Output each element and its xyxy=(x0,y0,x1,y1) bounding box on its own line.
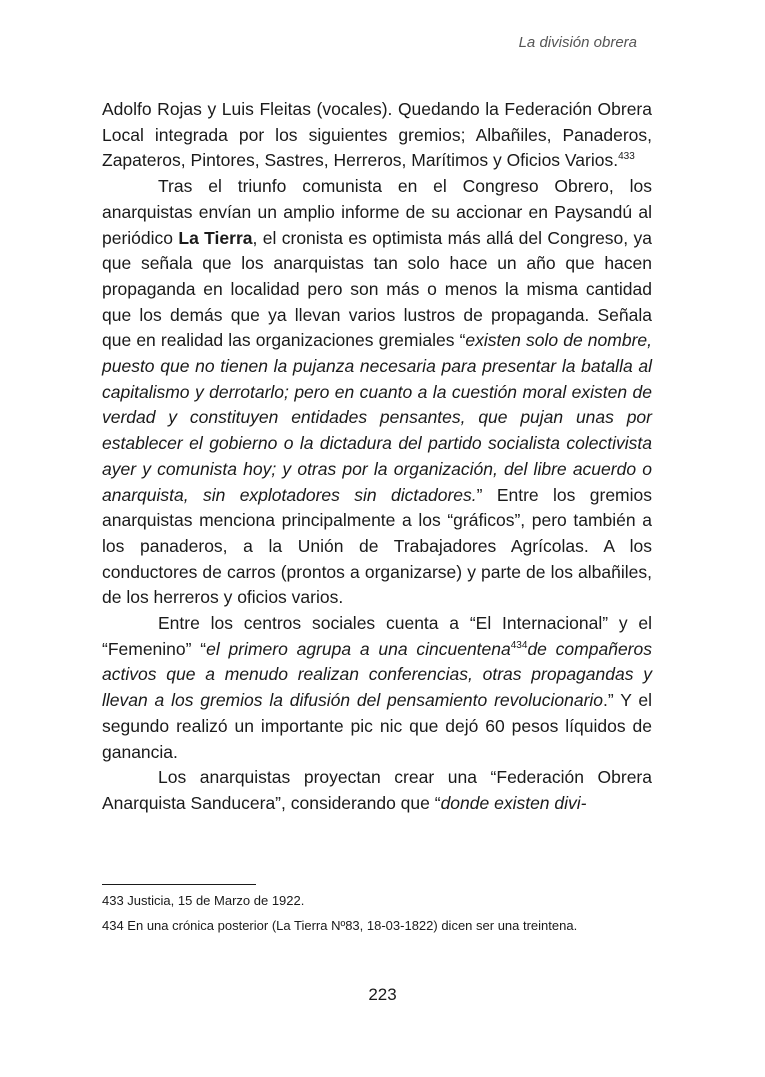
paragraph-2 xyxy=(102,174,652,611)
footnote-ref-434: 434 xyxy=(510,639,528,651)
paragraph-2-quote: existen solo de nombre, puesto que no tienen la pujanza necesaria para presentar la batalla al capitalismo y derrotarlo; pero en cuanto a la cuestión moral existen de verdad y constituyen entidades pensantes, que pujan unas por establecer el gobierno o la dictadura del partido socialista colectivista ayer y comunista hoy; y otras por la organización, del libre acuerdo o anarquista, sin explotadores sin dictadores. xyxy=(102,330,652,505)
periodical-name: La Tierra xyxy=(178,227,253,248)
paragraph-4-text-a: Los anarquistas proyectan crear una “Federación Obrera Anarquista Sanducera”, considerando que “ xyxy=(102,767,652,813)
paragraph-3-quote-b: de compañeros activos que a menudo realizan conferencias, otras propagandas y llevan a los gremios la difusión del pensamiento revolucionario xyxy=(102,638,652,711)
paragraph-3-text-a: Entre los centros sociales cuenta a “El Internacional” y el “Femenino” “ xyxy=(102,613,652,659)
footnote-ref-433: 433 xyxy=(618,151,635,163)
footnote-433: 433 Justicia, 15 de Marzo de 1922. xyxy=(102,893,305,908)
paragraph-4 xyxy=(102,765,652,816)
paragraph-2-text-a: Tras el triunfo comunista en el Congreso Obrero, los anarquistas envían un amplio informe de su accionar en Paysandú al periódico xyxy=(102,176,652,248)
page-number: 223 xyxy=(368,985,397,1004)
body-text xyxy=(102,97,652,817)
footnotes xyxy=(102,892,662,942)
paragraph-2-text-c: , el cronista es optimista más allá del Congreso, ya que señala que los anarquistas tan solo hace un año que hacen propaganda en localidad pero son más o menos la misma cantidad que los demás que ya llevan varios lustros de propaganda. Señala que en realidad las organizaciones gremiales “ xyxy=(102,227,652,351)
paragraph-3 xyxy=(102,611,652,765)
paragraph-3-quote-a: el primero agrupa a una cincuentena xyxy=(206,638,511,659)
paragraph-3-text-d: .” Y el segundo realizó un importante pic nic que dejó 60 pesos líquidos de ganancia. xyxy=(102,690,652,762)
footnote-divider xyxy=(102,884,256,885)
paragraph-2-text-e: ” Entre los gremios anarquistas menciona principalmente a los “gráficos”, pero también a los panaderos, a la Unión de Trabajadores Agrícolas. A los conductores de carros (prontos a organizarse) y parte de los albañiles, de los herreros y oficios varios. xyxy=(102,484,652,608)
paragraph-1-text: Adolfo Rojas y Luis Fleitas (vocales). Quedando la Federación Obrera Local integrada por los siguientes gremios; Albañiles, Panaderos, Zapateros, Pintores, Sastres, Herreros, Marítimos y Oficios Varios. xyxy=(102,99,652,171)
paragraph-4-quote: donde existen divi- xyxy=(440,792,587,813)
running-header: La división obrera xyxy=(518,34,637,51)
paragraph-1 xyxy=(102,97,652,174)
footnote-434: 434 En una crónica posterior (La Tierra Nº83, 18-03-1822) dicen ser una treintena. xyxy=(102,918,578,933)
